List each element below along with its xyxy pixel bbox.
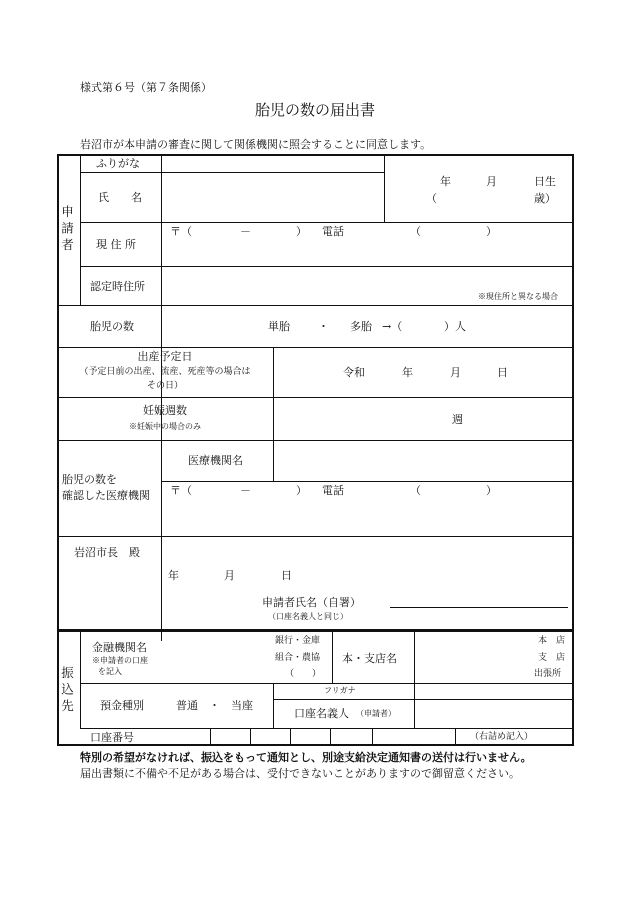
applicant-signature-label: 申請者氏名（自署） <box>262 596 361 609</box>
institution-phone-open: （ <box>410 484 421 497</box>
holder-note: （申請者） <box>356 709 396 718</box>
institution-label-2: 確認した医療機関 <box>62 489 150 502</box>
age-close: 歳） <box>534 192 556 205</box>
institution-name-field[interactable] <box>274 442 573 480</box>
cert-address-label: 認定時住所 <box>90 280 145 293</box>
holder-name-field[interactable] <box>415 700 573 727</box>
branch-sub: 支 店 <box>538 653 566 663</box>
institution-phone-label: 電話 <box>322 484 344 497</box>
fetus-multiple[interactable]: 多胎 <box>350 320 372 333</box>
due-date-era: 令和 <box>343 366 365 379</box>
gestation-unit: 週 <box>452 413 463 426</box>
institution-name-label: 医療機関名 <box>188 454 243 467</box>
account-label: 口座番号 <box>90 731 134 744</box>
bank-name-field[interactable] <box>162 633 272 682</box>
bank-note-1: ※申請者の口座 <box>92 656 148 665</box>
furigana-field[interactable] <box>162 156 383 171</box>
birth-year-label: 年 <box>440 175 451 188</box>
postal-prefix: 〒（ <box>170 225 192 238</box>
applicant-signature-note: （口座名義人と同じ） <box>268 612 348 621</box>
gestation-note: ※妊娠中の場合のみ <box>129 422 201 431</box>
holder-furigana-label: フリガナ <box>324 686 356 695</box>
applicant-section-label: 申請者 <box>59 205 75 255</box>
institution-address-field[interactable] <box>162 500 573 535</box>
due-date-note-2: その日） <box>146 381 183 391</box>
bank-type-3: （ ） <box>285 669 322 679</box>
fetus-count-label: 胎児の数 <box>90 320 134 333</box>
name-field[interactable] <box>162 173 383 221</box>
fetus-arrow: →（ <box>382 320 403 333</box>
form-number: 様式第６号（第７条関係） <box>80 81 212 94</box>
due-date-note-1: （予定日前の出産、流産、死産等の場合は <box>79 367 251 377</box>
branch-main: 本 店 <box>538 636 566 646</box>
gestation-field[interactable] <box>274 398 573 439</box>
transfer-section-label: 振込先 <box>59 666 75 716</box>
bank-type-2: 組合・農協 <box>275 653 321 663</box>
account-number-field[interactable] <box>162 729 454 745</box>
footer-note-2: 届出書類に不備や不足がある場合は、受付できないことがありますので御留意ください。 <box>80 767 520 780</box>
due-date-month: 月 <box>450 366 461 379</box>
footer-note-1: 特別の希望がなければ、振込をもって通知とし、別途支給決定通知書の送付は行いません。 <box>80 751 532 764</box>
sign-year: 年 <box>168 569 179 582</box>
age-open: （ <box>426 192 437 205</box>
gestation-label: 妊娠週数 <box>143 404 187 417</box>
branch-office: 出張所 <box>534 669 562 679</box>
fetus-single[interactable]: 単胎 <box>268 320 290 333</box>
addressee: 岩沼市長 殿 <box>74 546 140 559</box>
address-field[interactable] <box>162 240 573 265</box>
page-title: 胎児の数の届出書 <box>254 101 375 119</box>
deposit-options[interactable]: 普通 ・ 当座 <box>176 699 253 712</box>
bank-note-2: を記入 <box>98 667 122 676</box>
institution-phone-close: ） <box>486 484 497 497</box>
due-date-field[interactable] <box>274 349 573 396</box>
postal-close: ） <box>296 225 307 238</box>
consent-text: 岩沼市が本申請の審査に関して関係機関に照会することに同意します。 <box>80 138 432 151</box>
sign-day: 日 <box>281 569 292 582</box>
institution-label-1: 胎児の数を <box>62 473 117 486</box>
institution-postal-dash: － <box>240 484 251 497</box>
sign-month: 月 <box>224 569 235 582</box>
bank-label: 金融機関名 <box>92 641 147 654</box>
branch-label: 本・支店名 <box>342 652 397 665</box>
furigana-label: ふりがな <box>96 157 140 170</box>
signature-line[interactable] <box>390 607 568 608</box>
due-date-year: 年 <box>402 366 413 379</box>
postal-dash: － <box>240 225 251 238</box>
institution-postal-close: ） <box>296 484 307 497</box>
holder-furigana-field[interactable] <box>415 685 573 698</box>
bank-type-1: 銀行・金庫 <box>275 636 321 646</box>
name-label: 氏 名 <box>98 191 142 204</box>
deposit-label: 預金種別 <box>100 699 144 712</box>
branch-name-field[interactable] <box>415 633 530 682</box>
account-note: （右詰め記入） <box>470 732 534 742</box>
phone-open: （ <box>410 225 421 238</box>
holder-label: 口座名義人 <box>294 707 349 720</box>
phone-label: 電話 <box>322 225 344 238</box>
fetus-dot: ・ <box>318 320 329 333</box>
cert-address-note: ※現住所と異なる場合 <box>478 292 558 301</box>
fetus-close: ）人 <box>444 320 466 333</box>
phone-close: ） <box>486 225 497 238</box>
birth-month-label: 月 <box>486 175 497 188</box>
due-date-day: 日 <box>497 366 508 379</box>
address-label: 現 住 所 <box>96 238 136 251</box>
birth-day-label: 日生 <box>534 175 556 188</box>
institution-postal-prefix: 〒（ <box>170 484 192 497</box>
due-date-label: 出産予定日 <box>137 350 193 363</box>
